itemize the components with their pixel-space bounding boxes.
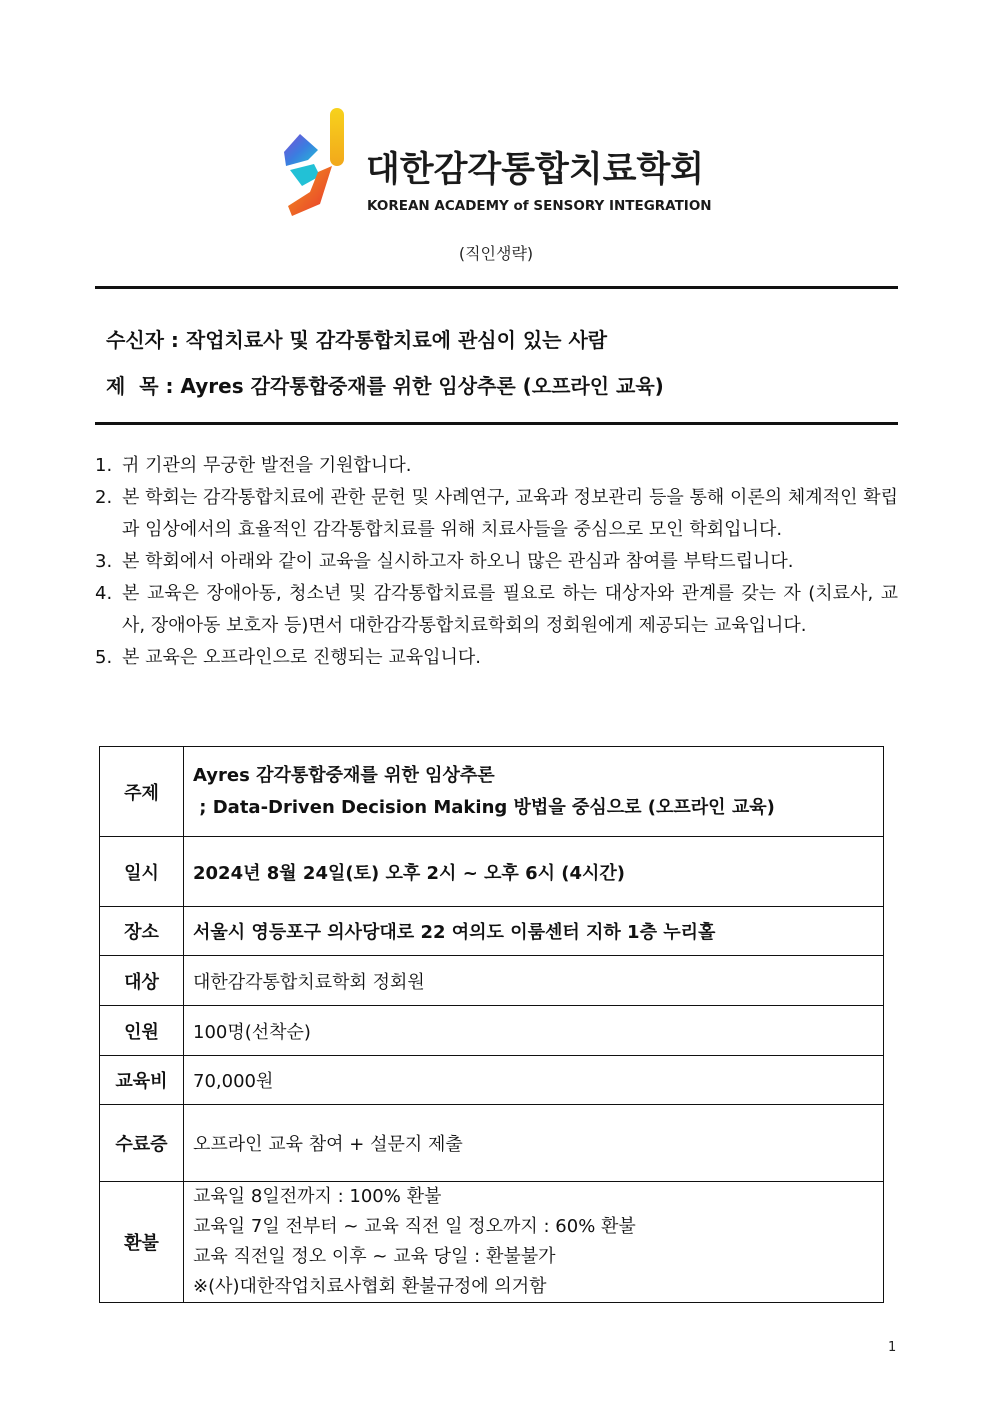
- refund-label: 환불: [100, 1182, 184, 1303]
- table-row-datetime: [100, 837, 884, 907]
- recipient-line: [106, 324, 607, 353]
- refund-line: 교육 직전일 정오 이후 ~ 교육 당일 : 환불불가: [193, 1246, 556, 1267]
- list-item-text: 본 학회는 감각통합치료에 관한 문헌 및 사례연구, 교육과 정보관리 등을 통해 이론의 체계적인 확립과 임상에서의 효율적인 감각통합치료를 위해 치료사들을 중심으로 모인 학회입니다.: [122, 487, 898, 540]
- list-item-text: 본 교육은 오프라인으로 진행되는 교육입니다.: [122, 647, 481, 668]
- list-item-number: 4.: [95, 583, 113, 604]
- header-top-rule: [95, 286, 898, 289]
- list-item-text: 본 학회에서 아래와 같이 교육을 실시하고자 하오니 많은 관심과 참여를 부탁드립니다.: [122, 551, 794, 572]
- table-row-capacity: [100, 1006, 884, 1056]
- table-row-topic: [100, 747, 884, 837]
- subject-line: [106, 370, 664, 399]
- table-row-target: [100, 956, 884, 1006]
- fee-value: 70,000원: [184, 1056, 884, 1105]
- refund-line: 교육일 7일 전부터 ~ 교육 직전 일 정오까지 : 60% 환불: [193, 1216, 636, 1237]
- capacity-value: 100명(선착순): [184, 1006, 884, 1056]
- list-item: [95, 546, 898, 578]
- academy-name-english: KOREAN ACADEMY of SENSORY INTEGRATION: [367, 198, 712, 214]
- refund-value: [184, 1182, 884, 1303]
- topic-value: [184, 747, 884, 837]
- subject-value: Ayres 감각통합중재를 위한 임상추론 (오프라인 교육): [180, 374, 664, 398]
- place-value: 서울시 영등포구 의사당대로 22 여의도 이룸센터 지하 1층 누리홀: [184, 907, 884, 956]
- list-item-number: 2.: [95, 487, 113, 508]
- certificate-label: 수료증: [100, 1105, 184, 1182]
- list-item: [95, 482, 898, 546]
- header-bottom-rule: [95, 422, 898, 425]
- list-item-text: 본 교육은 장애아동, 청소년 및 감각통합치료를 필요로 하는 대상자와 관계를 갖는 자 (치료사, 교사, 장애아동 보호자 등)면서 대한감각통합치료학회의 정회원에게 제공되는 교육입니다.: [122, 583, 898, 636]
- datetime-label: 일시: [100, 837, 184, 907]
- academy-logo-mark-icon: [280, 106, 350, 218]
- seal-omitted-note: (직인생략): [458, 244, 534, 263]
- target-label: 대상: [100, 956, 184, 1006]
- capacity-label: 인원: [100, 1006, 184, 1056]
- list-item-text: 귀 기관의 무궁한 발전을 기원합니다.: [122, 455, 412, 476]
- topic-line-1: Ayres 감각통합중재를 위한 임상추론: [193, 764, 495, 786]
- subject-label: 제 목 :: [106, 374, 174, 398]
- table-row-refund: [100, 1182, 884, 1303]
- topic-label: 주제: [100, 747, 184, 837]
- datetime-value: 2024년 8월 24일(토) 오후 2시 ~ 오후 6시 (4시간): [184, 837, 884, 907]
- place-label: 장소: [100, 907, 184, 956]
- list-item-number: 1.: [95, 455, 113, 476]
- academy-logo: [280, 106, 720, 218]
- table-row-fee: [100, 1056, 884, 1105]
- target-value: 대한감각통합치료학회 정회원: [184, 956, 884, 1006]
- refund-line: ※(사)대한작업치료사협회 환불규정에 의거함: [193, 1276, 547, 1297]
- recipient-label: 수신자 :: [106, 328, 179, 352]
- list-item: [95, 450, 898, 482]
- academy-name-korean: 대한감각통합치료학회: [366, 150, 705, 190]
- list-item: [95, 642, 898, 674]
- table-row-certificate: [100, 1105, 884, 1182]
- body-paragraph-list: [95, 450, 898, 674]
- course-info-table: [99, 746, 884, 1303]
- fee-label: 교육비: [100, 1056, 184, 1105]
- recipient-value: 작업치료사 및 감각통합치료에 관심이 있는 사람: [185, 328, 608, 352]
- list-item-number: 5.: [95, 647, 113, 668]
- table-row-place: [100, 907, 884, 956]
- certificate-value: 오프라인 교육 참여 + 설문지 제출: [184, 1105, 884, 1182]
- topic-line-2: ; Data-Driven Decision Making 방법을 중심으로 (오프라인 교육): [193, 796, 775, 818]
- refund-line: 교육일 8일전까지 : 100% 환불: [193, 1186, 442, 1207]
- list-item: [95, 578, 898, 642]
- list-item-number: 3.: [95, 551, 113, 572]
- page-number: 1: [888, 1340, 897, 1355]
